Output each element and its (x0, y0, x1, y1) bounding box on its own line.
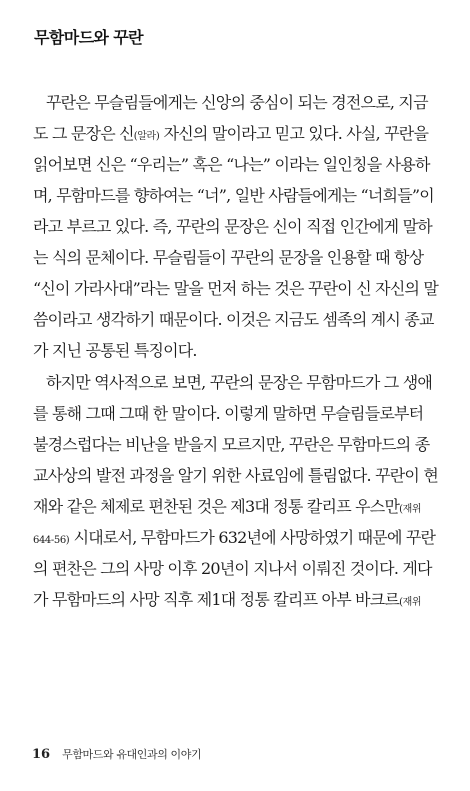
line-text: 를 통해 그때 그때 한 말이다. 이렇게 말하면 무슬림들로부터 (33, 404, 424, 423)
page-footer (32, 745, 201, 763)
text-line (33, 212, 451, 242)
inline-annotation: 644-56) (33, 535, 70, 546)
running-title: 무함마드와 유대인과의 이야기 (62, 748, 202, 761)
text-line (33, 461, 451, 491)
line-text: 꾸란은 무슬림들에게는 신앙의 중심이 되는 경전으로, 지금 (46, 93, 428, 112)
text-line (33, 492, 451, 522)
line-text: 는 식의 문체이다. 무슬림들이 꾸란의 문장을 인용할 때 항상 (33, 248, 424, 267)
text-line (33, 430, 451, 460)
text-line (33, 585, 451, 615)
text-line (33, 554, 451, 584)
text-line (33, 274, 451, 304)
text-line (46, 88, 451, 118)
text-line (46, 368, 451, 398)
line-text: 라고 부르고 있다. 즉, 꾸란의 문장은 신이 직접 인간에게 말하 (33, 217, 432, 236)
line-text: 하지만 역사적으로 보면, 꾸란의 문장은 무함마드가 그 생애 (46, 373, 433, 392)
line-text: 재와 같은 체제로 편찬된 것은 제3대 정통 칼리프 우스만 (33, 497, 400, 516)
line-text: 도 그 문장은 신 (33, 124, 134, 143)
text-line (33, 523, 451, 553)
text-line (33, 119, 451, 149)
section-title: 무함마드와 꾸란 (34, 28, 143, 47)
line-text: 씀이라고 생각하기 때문이다. 이것은 지금도 셈족의 계시 종교 (33, 310, 434, 329)
text-line (33, 243, 451, 273)
inline-annotation: (재위 (399, 597, 422, 608)
line-text: 가 지닌 공통된 특징이다. (33, 341, 197, 360)
line-text: 시대로서, 무함마드가 632년에 사망하였기 때문에 꾸란 (69, 528, 436, 547)
line-text: 가 무함마드의 사망 직후 제1대 정통 칼리프 아부 바크르 (33, 590, 400, 609)
line-text: 며, 무함마드를 향하여는 “너”, 일반 사람들에게는 “너희들”이 (33, 186, 434, 205)
text-line (33, 399, 451, 429)
line-text: 교사상의 발전 과정을 알기 위한 사료임에 틀림없다. 꾸란이 현 (33, 466, 438, 485)
inline-annotation: (알라) (133, 131, 160, 142)
line-text: 불경스럽다는 비난을 받을지 모르지만, 꾸란은 무함마드의 종 (33, 435, 430, 454)
page-number: 16 (32, 747, 51, 762)
line-text: 읽어보면 신은 “우리는” 혹은 “나는” 이라는 일인칭을 사용하 (33, 155, 430, 174)
text-line (33, 305, 451, 335)
text-line (33, 336, 451, 366)
line-text: “신이 가라사대”라는 말을 먼저 하는 것은 꾸란이 신 자신의 말 (33, 279, 439, 298)
line-text: 자신의 말이라고 믿고 있다. 사실, 꾸란을 (159, 124, 429, 143)
inline-annotation: (재위 (399, 504, 422, 515)
text-line (33, 150, 451, 180)
line-text: 의 편찬은 그의 사망 이후 20년이 지나서 이뤄진 것이다. 게다 (33, 559, 432, 578)
text-line (33, 181, 451, 211)
